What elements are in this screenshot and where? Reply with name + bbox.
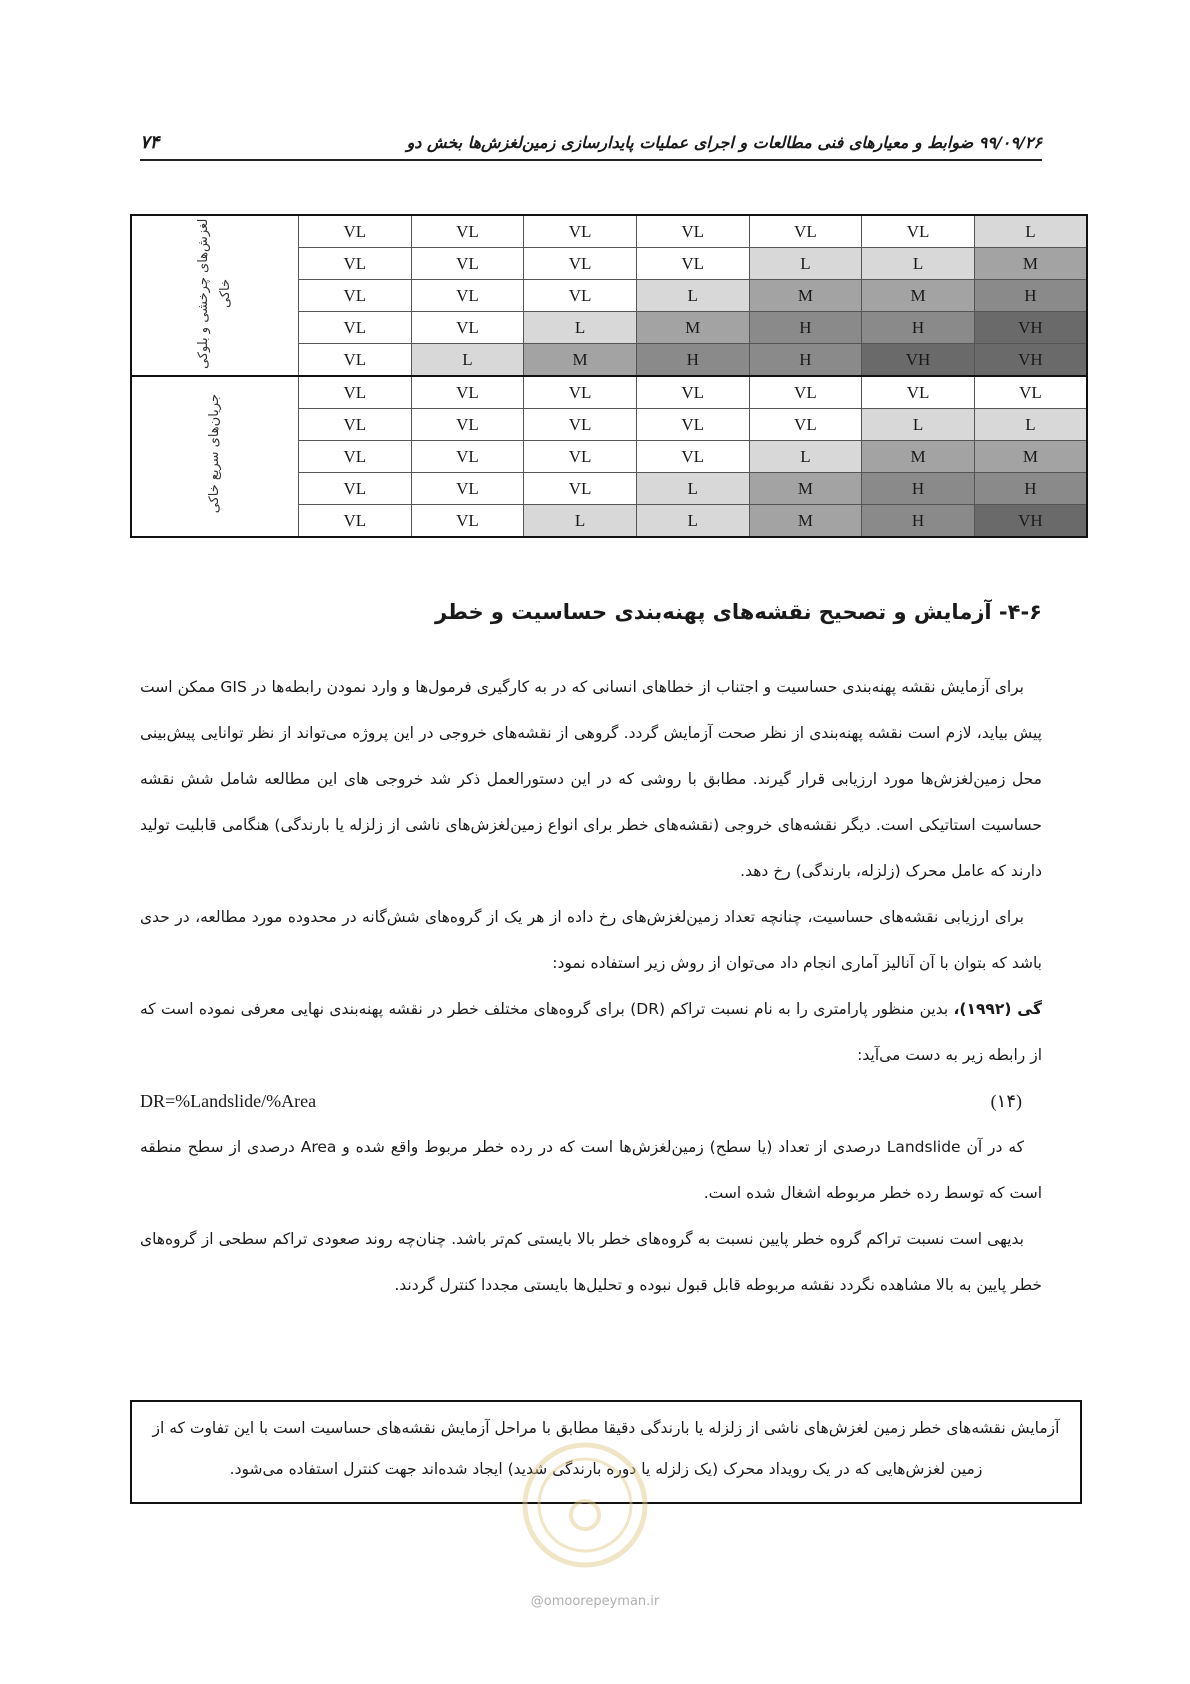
hazard-cell: L bbox=[974, 409, 1087, 441]
citation: گی (۱۹۹۲)، bbox=[953, 1000, 1042, 1018]
hazard-cell: VL bbox=[862, 215, 975, 248]
hazard-cell: H bbox=[974, 473, 1087, 505]
group-label-cell bbox=[131, 376, 299, 537]
hazard-cell: M bbox=[749, 505, 862, 538]
hazard-cell: VL bbox=[862, 376, 975, 409]
hazard-cell: VL bbox=[299, 344, 412, 377]
group-label: جریان‌های سریع خاکی bbox=[207, 394, 222, 514]
hazard-cell: VL bbox=[411, 312, 524, 344]
hazard-cell: L bbox=[411, 344, 524, 377]
body-text bbox=[140, 664, 1042, 1308]
hazard-cell: M bbox=[974, 441, 1087, 473]
hazard-cell: H bbox=[749, 344, 862, 377]
hazard-cell: VL bbox=[411, 248, 524, 280]
hazard-cell: M bbox=[749, 280, 862, 312]
hazard-cell: VL bbox=[411, 215, 524, 248]
hazard-cell: VL bbox=[411, 473, 524, 505]
paragraph-3-text: بدین منظور پارامتری را به نام نسبت تراکم (DR) برای گروه‌های مختلف خطر در نقشه پهنه‌بندی نهایی معرفی نموده است که از رابطه زیر به دست می‌آید: bbox=[140, 1000, 1042, 1064]
hazard-cell: VL bbox=[299, 280, 412, 312]
hazard-cell: VL bbox=[299, 505, 412, 538]
hazard-cell: VH bbox=[974, 505, 1087, 538]
hazard-cell: H bbox=[636, 344, 749, 377]
hazard-cell: VL bbox=[636, 215, 749, 248]
hazard-cell: VL bbox=[299, 312, 412, 344]
hazard-cell: L bbox=[636, 280, 749, 312]
hazard-cell: VL bbox=[411, 505, 524, 538]
hazard-cell: VL bbox=[636, 376, 749, 409]
hazard-cell: VL bbox=[411, 376, 524, 409]
paragraph-3 bbox=[140, 986, 1042, 1078]
hazard-cell: L bbox=[749, 441, 862, 473]
page-number: ۷۴ bbox=[140, 131, 160, 153]
hazard-cell: VL bbox=[299, 473, 412, 505]
paragraph-2: برای ارزیابی نقشه‌های حساسیت، چنانچه تعداد زمین‌لغزش‌های رخ داده از هر یک از گروه‌های شش‌گانه در محدوده مورد مطالعه، در حدی باشد که بتوان با آن آنالیز آماری انجام داد می‌توان از روش زیر استفاده نمود: bbox=[140, 908, 1042, 972]
group-label: لغزش‌های چرخشی و بلوکی خاکی bbox=[196, 217, 233, 369]
hazard-cell: M bbox=[636, 312, 749, 344]
hazard-cell: VL bbox=[411, 280, 524, 312]
hazard-cell: VL bbox=[411, 409, 524, 441]
formula: DR=%Landslide/%Area bbox=[140, 1091, 317, 1111]
hazard-cell: VL bbox=[524, 441, 637, 473]
hazard-cell: VL bbox=[299, 248, 412, 280]
hazard-cell: VH bbox=[974, 344, 1087, 377]
paragraph-5: بدیهی است نسبت تراکم گروه خطر پایین نسبت به گروه‌های خطر بالا بایستی کم‌تر باشد. چنان‌چه روند صعودی تراکم سطحی از گروه‌های خطر پایین به بالا مشاهده نگردد نقشه مربوطه قابل قبول نبوده و تحلیل‌ها بایستی مجددا کنترل گردند. bbox=[140, 1230, 1042, 1294]
hazard-cell: VL bbox=[524, 473, 637, 505]
hazard-cell: VL bbox=[749, 215, 862, 248]
table-row bbox=[131, 215, 1087, 248]
hazard-cell: L bbox=[636, 473, 749, 505]
hazard-cell: VL bbox=[749, 409, 862, 441]
paragraph-4: که در آن Landslide درصدی از تعداد (یا سطح) زمین‌لغزش‌ها است که در رده خطر مربوط واقع شده و Area درصدی از سطح منطقه است که توسط رده خطر مربوطه اشغال شده است. bbox=[140, 1138, 1042, 1202]
hazard-cell: L bbox=[524, 505, 637, 538]
hazard-cell: VL bbox=[299, 215, 412, 248]
hazard-cell: M bbox=[862, 441, 975, 473]
header-title: ۹۹/۰۹/۲۶ ضوابط و معیارهای فنی مطالعات و اجرای عملیات پایدارسازی زمین‌لغزش‌ها بخش دو bbox=[406, 132, 1042, 152]
table-row bbox=[131, 376, 1087, 409]
hazard-cell: VL bbox=[299, 376, 412, 409]
hazard-cell: L bbox=[974, 215, 1087, 248]
hazard-cell: L bbox=[862, 248, 975, 280]
hazard-cell: VL bbox=[524, 280, 637, 312]
hazard-cell: VH bbox=[974, 312, 1087, 344]
formula-line bbox=[140, 1078, 1042, 1124]
paragraph-1: برای آزمایش نقشه پهنه‌بندی حساسیت و اجتناب از خطاهای انسانی که در به کارگیری فرمول‌ها و وارد نمودن رابطه‌ها در GIS ممکن است پیش بیاید، لازم است نقشه پهنه‌بندی از نظر صحت آزمایش گردد. گروهی از نقشه‌های خروجی در این پروژه می‌تواند از نظر توانایی پیش‌بینی محل زمین‌لغزش‌ها مورد ارزیابی قرار گیرند. مطابق با روشی که در این دستورالعمل ذکر شد خروجی های این مطالعه شامل شش نقشه حساسیت استاتیکی است. دیگر نقشه‌های خروجی (نقشه‌های خطر برای انواع زمین‌لغزش‌های ناشی از زلزله یا بارندگی) هنگامی قابلیت تولید دارند که عامل محرک (زلزله، بارندگی) رخ دهد. bbox=[140, 678, 1042, 880]
hazard-cell: L bbox=[636, 505, 749, 538]
hazard-cell: VL bbox=[524, 409, 637, 441]
footer-watermark: @omoorepeyman.ir bbox=[530, 1594, 660, 1609]
note-box: آزمایش نقشه‌های خطر زمین لغزش‌های ناشی از زلزله یا بارندگی دقیقا مطابق با مراحل آزمایش نقشه‌های حساسیت است با این تفاوت که از زمین لغزش‌هایی که در یک رویداد محرک (یک زلزله یا دوره بارندگی شدید) ایجاد شده‌اند جهت کنترل استفاده می‌شود. bbox=[130, 1400, 1082, 1504]
hazard-cell: VL bbox=[524, 248, 637, 280]
seal-watermark bbox=[520, 1440, 650, 1570]
hazard-cell: M bbox=[749, 473, 862, 505]
hazard-cell: M bbox=[862, 280, 975, 312]
group-label-cell bbox=[131, 215, 299, 376]
hazard-cell: VL bbox=[299, 441, 412, 473]
page-header bbox=[140, 125, 1042, 161]
section-heading: ۴-۶- آزمایش و تصحیح نقشه‌های پهنه‌بندی حساسیت و خطر bbox=[434, 600, 1042, 624]
hazard-cell: L bbox=[524, 312, 637, 344]
hazard-cell: VL bbox=[524, 376, 637, 409]
hazard-cell: H bbox=[862, 312, 975, 344]
hazard-cell: VH bbox=[862, 344, 975, 377]
hazard-cell: VL bbox=[636, 441, 749, 473]
hazard-cell: L bbox=[749, 248, 862, 280]
hazard-cell: VL bbox=[974, 376, 1087, 409]
hazard-cell: H bbox=[862, 473, 975, 505]
hazard-cell: VL bbox=[636, 409, 749, 441]
hazard-cell: L bbox=[862, 409, 975, 441]
hazard-cell: H bbox=[862, 505, 975, 538]
hazard-cell: VL bbox=[749, 376, 862, 409]
hazard-cell: M bbox=[524, 344, 637, 377]
hazard-cell: H bbox=[749, 312, 862, 344]
hazard-cell: M bbox=[974, 248, 1087, 280]
hazard-cell: VL bbox=[411, 441, 524, 473]
hazard-cell: VL bbox=[636, 248, 749, 280]
hazard-matrix-table bbox=[130, 214, 1088, 538]
formula-number: (۱۴) bbox=[990, 1091, 1022, 1111]
hazard-cell: VL bbox=[299, 409, 412, 441]
hazard-cell: H bbox=[974, 280, 1087, 312]
hazard-cell: VL bbox=[524, 215, 637, 248]
